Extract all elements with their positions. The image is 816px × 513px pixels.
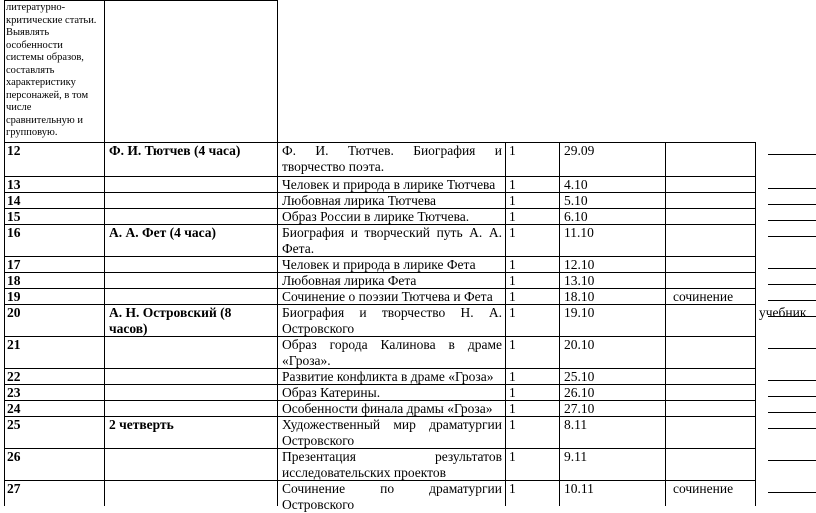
lesson-topic: Образ Катерины. xyxy=(282,385,381,400)
lesson-hours: 1 xyxy=(509,193,516,208)
column-divider xyxy=(277,0,278,506)
row-number: 24 xyxy=(7,401,21,416)
row-stub xyxy=(768,154,816,155)
row-number: 20 xyxy=(7,305,21,320)
row-number: 19 xyxy=(7,289,21,304)
lesson-hours: 1 xyxy=(509,209,516,224)
lesson-date: 26.10 xyxy=(564,385,595,400)
lesson-date: 20.10 xyxy=(564,337,595,352)
row-stub xyxy=(768,380,816,381)
lesson-hours: 1 xyxy=(509,401,516,416)
row-stub xyxy=(768,412,816,413)
lesson-topic: Ф. И. Тютчев. Биография и творчество поэта. xyxy=(282,143,502,174)
row-stub xyxy=(768,396,816,397)
row-stub xyxy=(768,204,816,205)
lesson-hours: 1 xyxy=(509,385,516,400)
lesson-date: 13.10 xyxy=(564,273,595,288)
lesson-hours: 1 xyxy=(509,305,516,320)
lesson-topic: Образ России в лирике Тютчева. xyxy=(282,209,470,224)
lesson-topic: Особенности финала драмы «Гроза» xyxy=(282,401,493,416)
section-title: А. Н. Островский (8 часов) xyxy=(109,305,232,336)
row-stub xyxy=(768,284,816,285)
lesson-hours: 1 xyxy=(509,177,516,192)
lesson-date: 8.11 xyxy=(564,417,588,432)
column-divider xyxy=(755,142,756,506)
lesson-hours: 1 xyxy=(509,143,516,158)
lesson-hours: 1 xyxy=(509,449,516,464)
lesson-topic: Сочинение о поэзии Тютчева и Фета xyxy=(282,289,493,304)
row-stub xyxy=(768,220,816,221)
lesson-date: 25.10 xyxy=(564,369,595,384)
table-border-left xyxy=(4,0,5,506)
lesson-date: 9.11 xyxy=(564,449,588,464)
control-type: сочинение xyxy=(673,289,734,304)
control-type: сочинение xyxy=(673,481,734,496)
lesson-topic: Развитие конфликта в драме «Гроза» xyxy=(282,369,494,384)
table-border-top xyxy=(4,0,278,1)
row-number: 26 xyxy=(7,449,21,464)
lesson-hours: 1 xyxy=(509,369,516,384)
lesson-topic: Человек и природа в лирике Тютчева xyxy=(282,177,496,192)
intro-competencies-text: литературно-критические статьи. Выявлять особенности системы образов, составлять характеристику персонажей, в том числе сравнительную и групповую. xyxy=(6,2,97,138)
lesson-hours: 1 xyxy=(509,481,516,496)
row-stub xyxy=(768,188,816,189)
lesson-hours: 1 xyxy=(509,225,516,240)
lesson-date: 5.10 xyxy=(564,193,588,208)
lesson-date: 12.10 xyxy=(564,257,595,272)
column-divider xyxy=(505,142,506,506)
row-number: 14 xyxy=(7,193,21,208)
lesson-topic: Образ города Калинова в драме «Гроза». xyxy=(282,337,502,368)
row-number: 27 xyxy=(7,481,21,496)
row-number: 15 xyxy=(7,209,21,224)
row-stub xyxy=(768,460,816,461)
lesson-topic: Презентация результатов исследовательских проектов xyxy=(282,449,502,480)
lesson-topic: Любовная лирика Фета xyxy=(282,273,417,288)
section-title: Ф. И. Тютчев (4 часа) xyxy=(109,143,241,158)
column-divider xyxy=(104,0,105,506)
row-stub xyxy=(768,268,816,269)
lesson-resource: учебник xyxy=(759,305,807,320)
lesson-hours: 1 xyxy=(509,337,516,352)
section-title: 2 четверть xyxy=(109,417,174,432)
row-stub xyxy=(768,348,816,349)
row-number: 23 xyxy=(7,385,21,400)
row-number: 13 xyxy=(7,177,21,192)
lesson-date: 29.09 xyxy=(564,143,595,158)
lesson-date: 6.10 xyxy=(564,209,588,224)
lesson-date: 4.10 xyxy=(564,177,588,192)
row-number: 21 xyxy=(7,337,21,352)
lesson-hours: 1 xyxy=(509,273,516,288)
lesson-topic: Человек и природа в лирике Фета xyxy=(282,257,476,272)
row-stub xyxy=(768,300,816,301)
lesson-topic: Любовная лирика Тютчева xyxy=(282,193,437,208)
lesson-date: 18.10 xyxy=(564,289,595,304)
row-stub xyxy=(768,492,816,493)
lesson-date: 10.11 xyxy=(564,481,594,496)
row-number: 18 xyxy=(7,273,21,288)
row-number: 22 xyxy=(7,369,21,384)
row-number: 25 xyxy=(7,417,21,432)
lesson-topic: Сочинение по драматургии Островского xyxy=(282,481,502,512)
lesson-topic: Биография и творческий путь А. А. Фета. xyxy=(282,225,502,256)
section-title: А. А. Фет (4 часа) xyxy=(109,225,216,240)
lesson-hours: 1 xyxy=(509,289,516,304)
row-stub xyxy=(768,428,816,429)
lesson-topic: Художественный мир драматургии Островского xyxy=(282,417,502,448)
lesson-topic: Биография и творчество Н. А. Островского xyxy=(282,305,502,336)
row-number: 12 xyxy=(7,143,21,158)
column-divider xyxy=(665,142,666,506)
lesson-date: 11.10 xyxy=(564,225,594,240)
row-number: 16 xyxy=(7,225,21,240)
lesson-hours: 1 xyxy=(509,417,516,432)
lesson-date: 19.10 xyxy=(564,305,595,320)
column-divider xyxy=(559,142,560,506)
lesson-date: 27.10 xyxy=(564,401,595,416)
row-number: 17 xyxy=(7,257,21,272)
row-stub xyxy=(768,236,816,237)
lesson-hours: 1 xyxy=(509,257,516,272)
